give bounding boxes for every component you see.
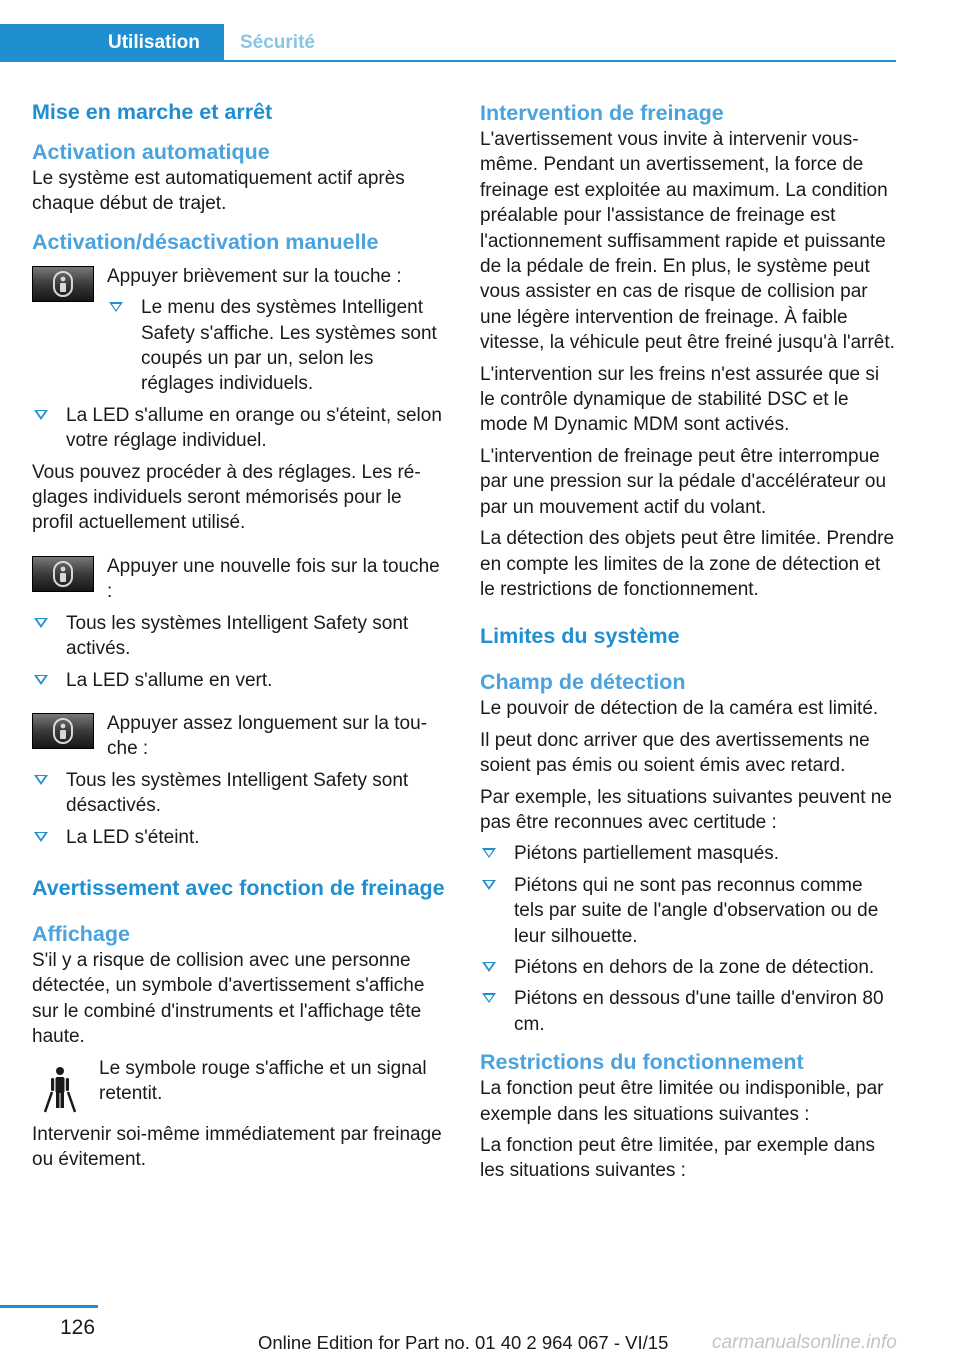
heading-function-restrictions: Restrictions du fonctionnement [480, 1050, 804, 1075]
triangle-bullet-icon [482, 993, 496, 1003]
warning-symbol-text: Le symbole rouge s'affiche et un signal retentit. [99, 1057, 427, 1104]
page-number: 126 [60, 1316, 96, 1339]
paragraph-brake-4: La détection des objets peut être limitée. Prendre en compte les limites de la zone de détection et le restrictions de fonctionnement. [480, 528, 895, 600]
heading-system-limits: Limites du système [480, 624, 680, 649]
paragraph-brake-1: L'avertissement vous invite à intervenir vous-même. Pendant un avertissement, la force de freinage est exploitée au maximum. La condition préalable pour l'assistance de freinage est l'actionnement suffisamment rapide et puissante de la pédale de frein. En plus, le système peut vous assister en cas de risque de collision par une légère intervention de freinage. À faible vitesse, la véhicule peut être freiné jusqu'à l'arrêt. [480, 129, 895, 354]
key1-text: Appuyer brièvement sur la touche : [107, 265, 402, 287]
heading-warning-braking: Avertissement avec fonction de freinage [32, 875, 445, 900]
paragraph-brake-3: L'intervention de freinage peut être interrompue par une pression sur la pédale d'accélérateur ou par un mouvement actif du volant. [480, 445, 887, 518]
heading-manual-activation: Activation/désactivation manuelle [32, 229, 379, 254]
triangle-bullet-icon [34, 618, 48, 628]
right-column [480, 100, 896, 1190]
key1-bullet-list [107, 295, 448, 397]
triangle-bullet-icon [109, 302, 123, 312]
intelligent-safety-button-icon [32, 266, 94, 302]
list-item: La LED s'éteint. [32, 825, 448, 850]
header-rule [0, 60, 896, 62]
paragraph-display: S'il y a risque de collision avec une personne détectée, un symbole d'avertissement s'affiche sur le combiné d'instruments et l'affichage tête haute. [32, 949, 425, 1048]
key3-text: Appuyer assez longuement sur la touche : [107, 712, 428, 760]
watermark: carmanualsonline.info [712, 1332, 897, 1353]
left-column [32, 100, 448, 1178]
list-item: Piétons qui ne sont pas reconnus comme tels par suite de l'angle d'observation ou de leur silhouette. [480, 873, 896, 949]
triangle-bullet-icon [34, 775, 48, 785]
list-item: La LED s'allume en vert. [32, 668, 448, 693]
paragraph-auto-activation: Le système est automatiquement actif après chaque début de trajet. [32, 168, 405, 215]
led-bullet-list [32, 403, 448, 454]
triangle-bullet-icon [482, 848, 496, 858]
list-item: Piétons en dehors de la zone de détection. [480, 955, 896, 980]
heading-auto-activation: Activation automatique [32, 140, 270, 164]
field-bullet-list [480, 841, 896, 1037]
intelligent-safety-button-icon [32, 556, 94, 592]
intelligent-safety-button-icon [32, 713, 94, 749]
warning-symbol-row [32, 1056, 448, 1114]
list-item: Piétons en dessous d'une taille d'environ 80 cm. [480, 986, 896, 1037]
key3-bullet-list [32, 768, 448, 850]
paragraph-restrict-2: La fonction peut être limitée, par exemple dans les situations suivantes : [480, 1135, 876, 1182]
paragraph-brake-2: L'intervention sur les freins n'est assurée que si le contrôle dynamique de stabilité DSC et le mode M Dynamic MDM sont activés. [480, 363, 880, 436]
key-instruction-second-press [32, 554, 448, 605]
key2-text: Appuyer une nouvelle fois sur la touche : [107, 555, 440, 603]
pedestrian-warning-icon [32, 1062, 88, 1116]
paragraph-settings: Vous pouvez procéder à des réglages. Les réglages individuels seront mémorisés pour le profil actuellement utilisé. [32, 461, 421, 534]
list-item: Tous les systèmes Intelligent Safety sont désactivés. [32, 768, 448, 819]
key2-bullet-list [32, 611, 448, 693]
triangle-bullet-icon [482, 962, 496, 972]
list-item: Le menu des systèmes Intelligent Safety s'affiche. Les systèmes sont coupés un par un, selon les réglages individuels. [107, 295, 448, 397]
header-tabbar [0, 24, 896, 62]
paragraph-restrict-1: La fonction peut être limitée ou indisponible, par exemple dans les situations suivantes : [480, 1078, 884, 1125]
edition-line: Online Edition for Part no. 01 40 2 964 067 - VI/15 [258, 1332, 669, 1353]
triangle-bullet-icon [482, 880, 496, 890]
triangle-bullet-icon [34, 675, 48, 685]
footer-rule [0, 1305, 98, 1308]
tab-utilisation[interactable]: Utilisation [0, 24, 224, 62]
list-item: La LED s'allume en orange ou s'éteint, selon votre réglage individuel. [32, 403, 448, 454]
paragraph-field-3: Par exemple, les situations suivantes peuvent ne pas être reconnues avec certitude : [480, 786, 892, 833]
list-item: Piétons partiellement masqués. [480, 841, 896, 866]
tab-securite[interactable]: Sécurité [240, 32, 315, 53]
list-item: Tous les systèmes Intelligent Safety sont activés. [32, 611, 448, 662]
paragraph-intervene: Intervenir soi-même immédiatement par freinage ou évitement. [32, 1123, 442, 1170]
heading-detection-field: Champ de détection [480, 670, 686, 695]
triangle-bullet-icon [34, 410, 48, 420]
heading-brake-intervention: Intervention de freinage [480, 101, 724, 125]
key-instruction-short-press [32, 264, 448, 397]
paragraph-field-1: Le pouvoir de détection de la caméra est limité. [480, 698, 879, 720]
heading-start-stop: Mise en marche et arrêt [32, 100, 273, 124]
triangle-bullet-icon [34, 832, 48, 842]
paragraph-field-2: Il peut donc arriver que des avertissements ne soient pas émis ou soient émis avec retard. [480, 729, 870, 777]
key-instruction-long-press [32, 711, 448, 762]
heading-display: Affichage [32, 921, 130, 946]
